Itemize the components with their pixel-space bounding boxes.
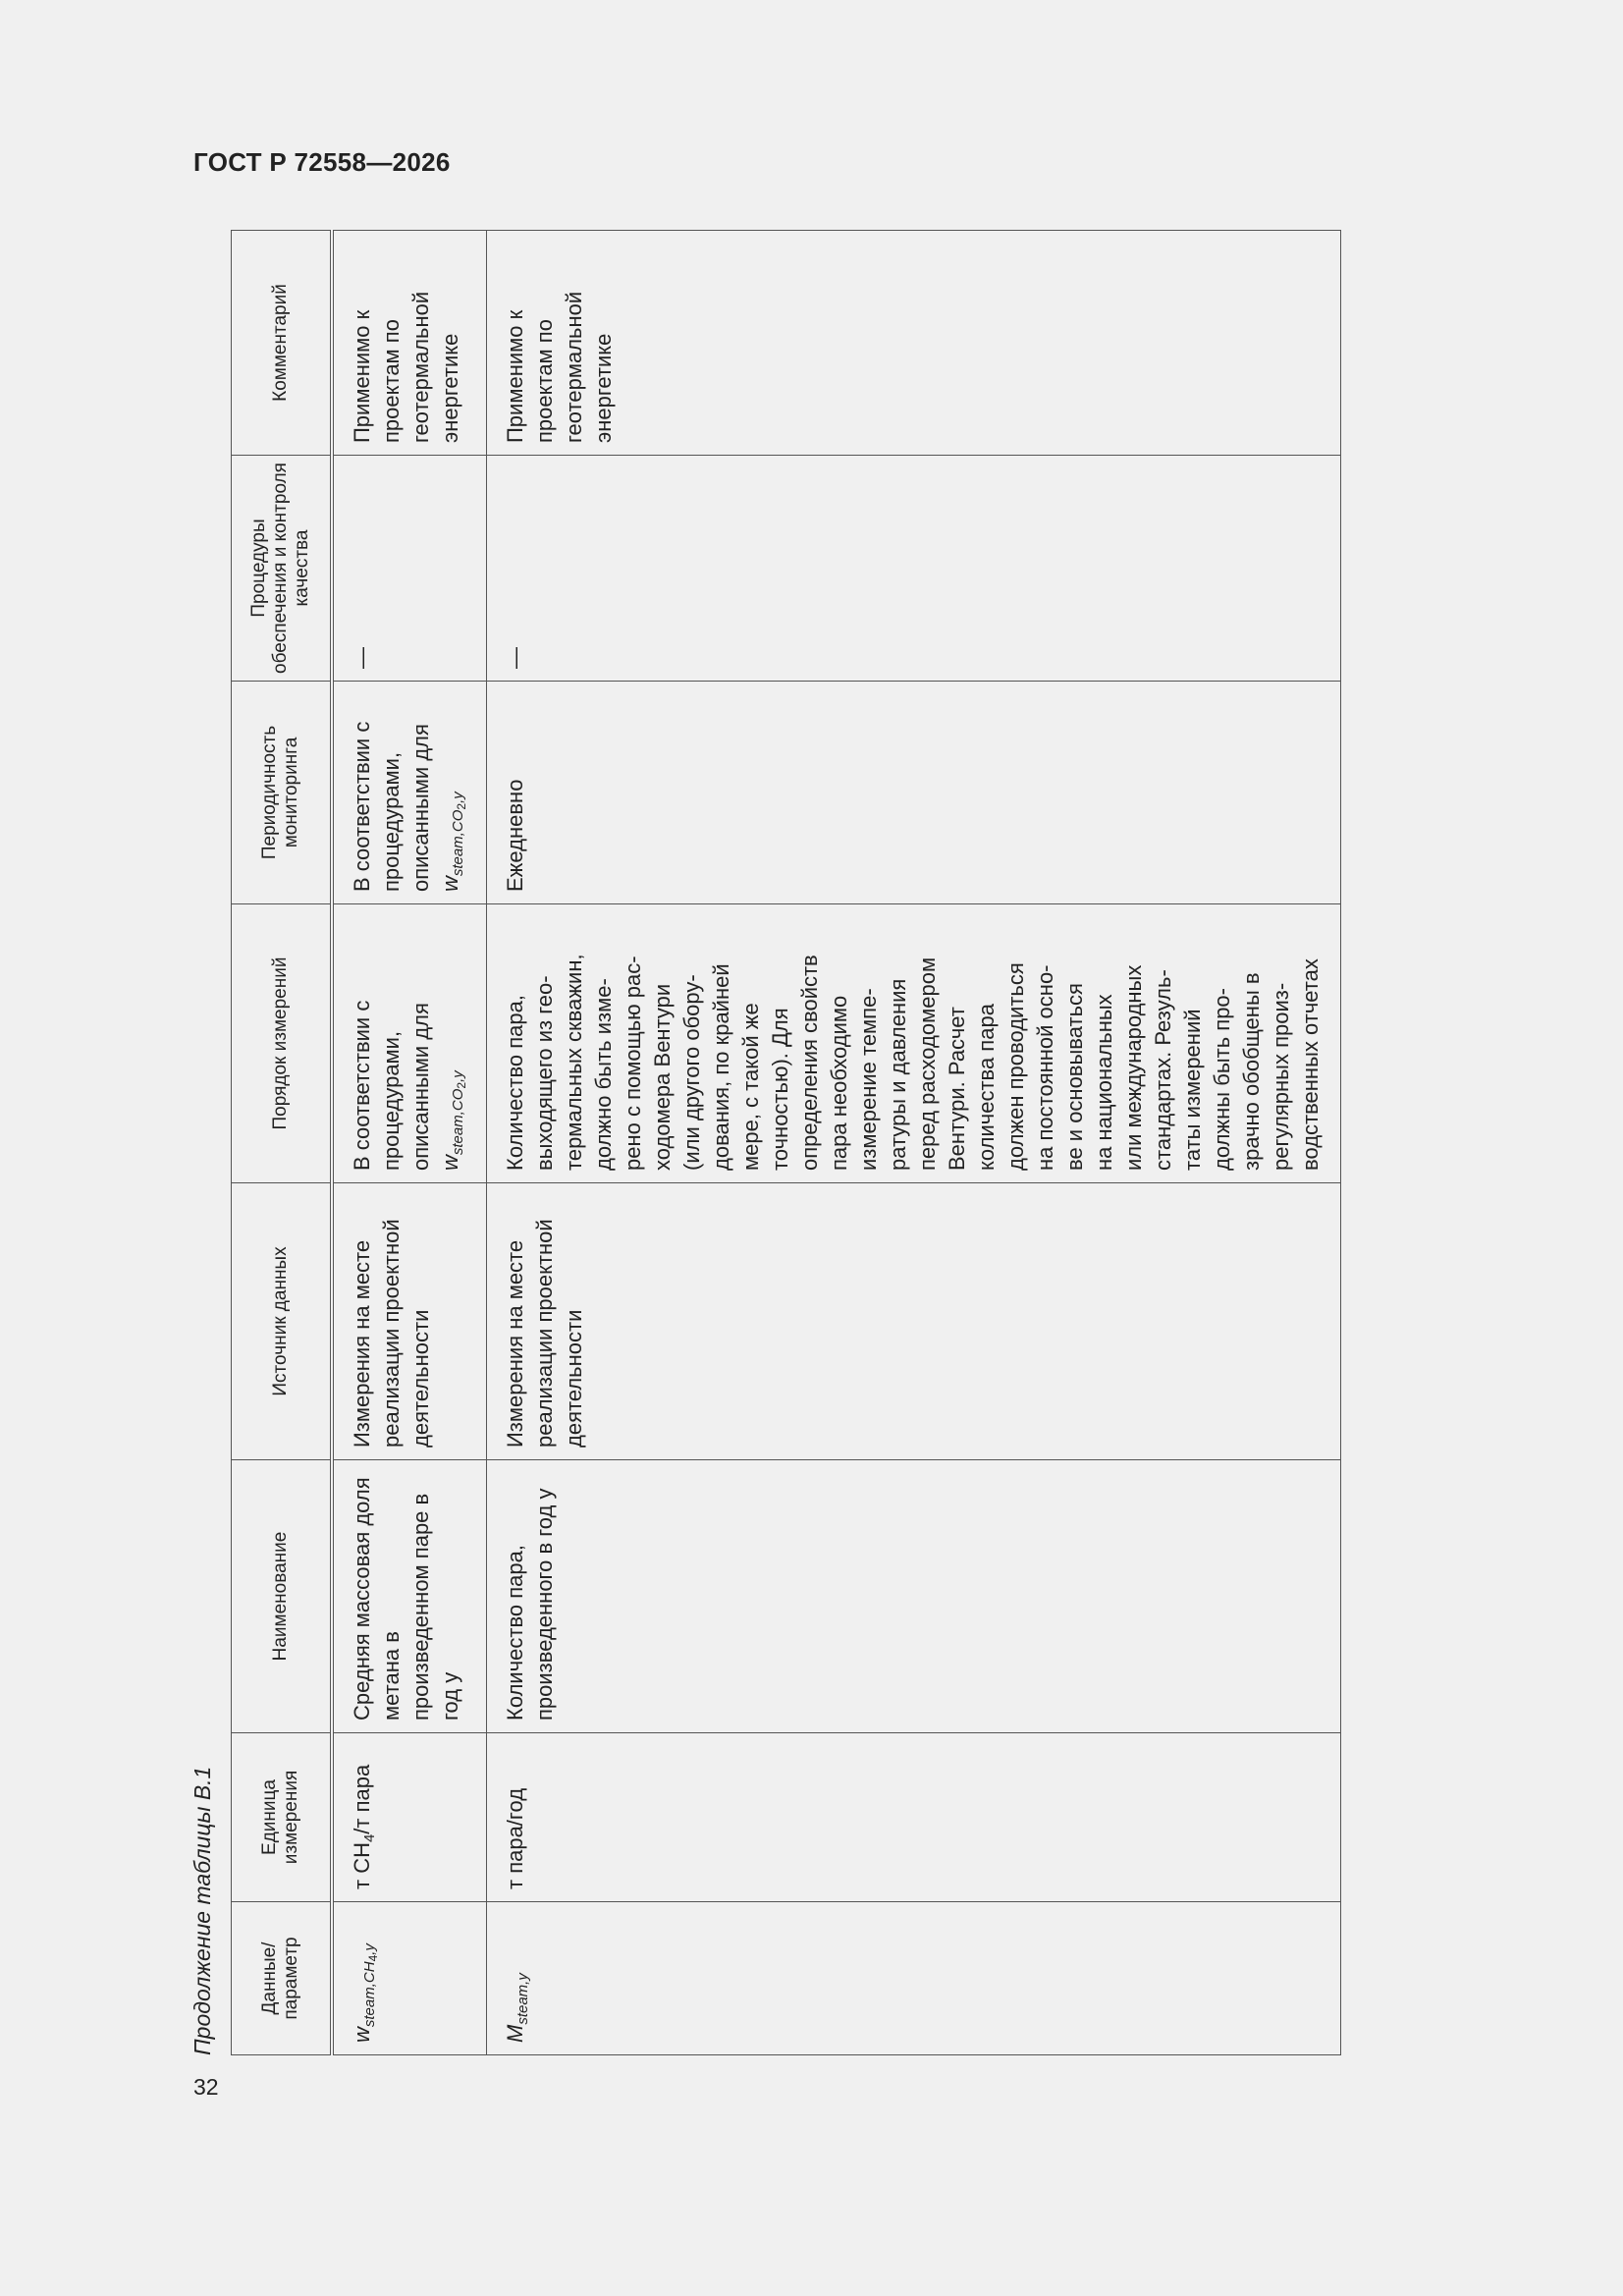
table-caption: Продолжение таблицы В.1: [189, 1766, 215, 2055]
table-row: [332, 231, 487, 2055]
monitoring-parameters-table: [231, 230, 1341, 2055]
procedure-cell: В соответствии с процедурами, описанными для $w_{steam,CO_2,y}$: [332, 904, 487, 1183]
param-cell: $M_{steam,y}$: [487, 1902, 1341, 2055]
column-header: Данные/ параметр: [232, 1902, 333, 2055]
standard-title: ГОСТ Р 72558—2026: [193, 147, 451, 177]
procedure-cell: Количество пара, выходящего из гео- термальных скважин, должно быть изме- рено с помощью рас- ходомера Вентури (или другого обору- дования, по крайней мере, с такой же точностью). Для определения свойств пара необходимо измерение темпе- ратуры и давления перед расходомером Вентури. Расчет количества пара должен проводиться на постоянной осно- ве и основываться на национальных или международных стандартах. Резуль- таты измерений должны быть про- зрачно обобщены в регулярных произ- водственных отчетах: [487, 904, 1341, 1183]
column-header: Процедуры обеспечения и контроля качества: [232, 456, 333, 682]
column-header: Источник данных: [232, 1183, 333, 1460]
rotated-table-block: [189, 229, 1323, 2055]
frequency-cell: В соответствии с процедурами, описанными для $w_{steam,CO_2,y}$: [332, 682, 487, 904]
column-header: Комментарий: [232, 231, 333, 456]
comment-cell: Применимо к проектам по геотермальной энергетике: [332, 231, 487, 456]
name-cell: Количество пара, произведенного в год y: [487, 1460, 1341, 1733]
source-cell: Измерения на месте реализации проектной деятельности: [332, 1183, 487, 1460]
column-header: Периодичность мониторинга: [232, 682, 333, 904]
qa-qc-cell: —: [487, 456, 1341, 682]
source-cell: Измерения на месте реализации проектной деятельности: [487, 1183, 1341, 1460]
unit-cell: т пара/год: [487, 1733, 1341, 1902]
column-header: Наименование: [232, 1460, 333, 1733]
table-header-row: [232, 231, 333, 2055]
column-header: Единица измерения: [232, 1733, 333, 1902]
frequency-cell: Ежедневно: [487, 682, 1341, 904]
column-header: Порядок измерений: [232, 904, 333, 1183]
comment-cell: Применимо к проектам по геотермальной энергетике: [487, 231, 1341, 456]
table-row: [487, 231, 1341, 2055]
page-number: 32: [193, 2074, 219, 2100]
name-cell: Средняя массовая доля метана в произведенном паре в год y: [332, 1460, 487, 1733]
param-cell: $w_{steam,CH_4,y}$: [332, 1902, 487, 2055]
unit-cell: т $CH_4/т$ пара: [332, 1733, 487, 1902]
qa-qc-cell: —: [332, 456, 487, 682]
